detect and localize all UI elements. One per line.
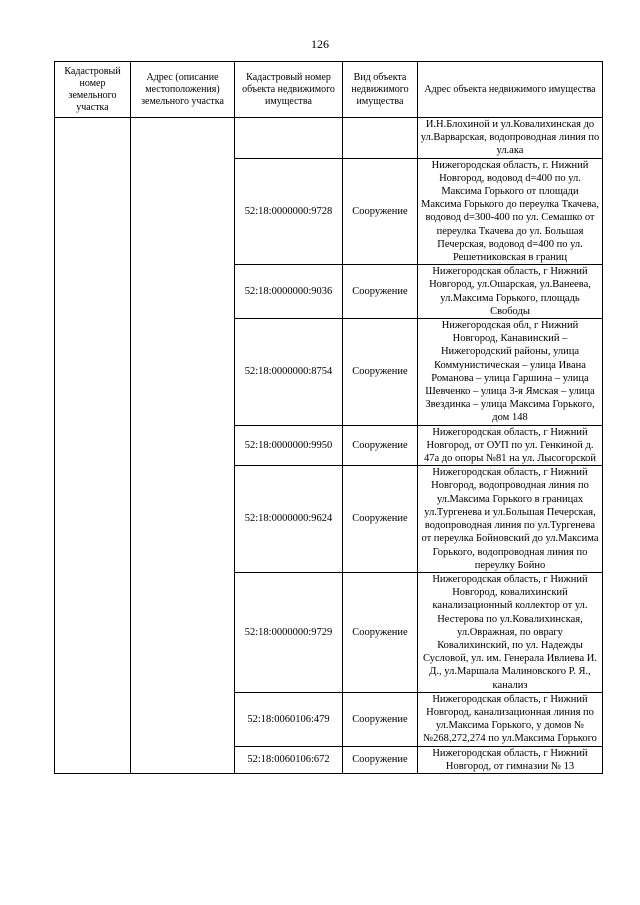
object-address: Нижегородская обл, г Нижний Новгород, Канавинский – Нижегородский районы, улица Коммунистическая – улица Ивана Романова – улица Гаршина – улица Шевченко – улица 3-я Ямская – улица Звездинка – улица Максима Горького, дом 148 <box>418 319 603 426</box>
object-cadastral-number: 52:18:0000000:9036 <box>235 265 343 319</box>
object-kind: Сооружение <box>343 425 418 466</box>
object-cadastral-number: 52:18:0060106:479 <box>235 692 343 746</box>
header-land-address: Адрес (описание местоположения) земельного участка <box>131 62 235 118</box>
object-address: И.Н.Блохиной и ул.Ковалихинская до ул.Варварская, водопроводная линия по ул.ака <box>418 118 603 159</box>
object-address: Нижегородская область, г Нижний Новгород, от ОУП по ул. Генкиной д. 47а до опоры №81 на ул. Лысогорской <box>418 425 603 466</box>
land-cadastral-cell <box>55 118 131 774</box>
object-kind: Сооружение <box>343 572 418 692</box>
page-number: 126 <box>311 37 329 51</box>
object-kind: Сооружение <box>343 746 418 773</box>
table-header-row <box>55 62 603 118</box>
object-address: Нижегородская область, г Нижний Новгород, от гимназии № 13 <box>418 746 603 773</box>
object-address: Нижегородская область, г Нижний Новгород, ковалихинский канализационный коллектор от ул. Нестерова по ул.Ковалихинская, ул.Овражная, по оврагу Ковалихинский, по ул. Надежды Сусловой, ул. им. Генерала Ивлиева И. Д., ул.Маршала Малиновского Р. Я., канализ <box>418 572 603 692</box>
object-cadastral-number: 52:18:0000000:8754 <box>235 319 343 426</box>
object-cadastral-number: 52:18:0000000:9624 <box>235 466 343 573</box>
table-row <box>55 118 603 159</box>
header-object-kind: Вид объекта недвижимого имущества <box>343 62 418 118</box>
header-object-cadastral-number: Кадастровый номер объекта недвижимого имущества <box>235 62 343 118</box>
object-cadastral-number <box>235 118 343 159</box>
object-kind: Сооружение <box>343 466 418 573</box>
object-address: Нижегородская область, г Нижний Новгород, канализационная линия по ул.Максима Горького, у домов №№268,272,274 по ул.Максима Горького <box>418 692 603 746</box>
header-land-cadastral-number: Кадастровый номер земельного участка <box>55 62 131 118</box>
object-kind <box>343 118 418 159</box>
object-cadastral-number: 52:18:0000000:9950 <box>235 425 343 466</box>
land-address-cell <box>131 118 235 774</box>
header-object-address: Адрес объекта недвижимого имущества <box>418 62 603 118</box>
object-kind: Сооружение <box>343 692 418 746</box>
object-address: Нижегородская область, г Нижний Новгород, водопроводная линия по ул.Максима Горького в границах ул.Тургенева и ул.Большая Печерская, водопроводная линия по ул.Тургенева от переулка Бойновский до ул.Максима Горького, водопроводная линия по переулку Бойно <box>418 466 603 573</box>
object-address: Нижегородская область, г Нижний Новгород, ул.Ошарская, ул.Ванеева, ул.Максима Горького, площадь Свободы <box>418 265 603 319</box>
object-cadastral-number: 52:18:0000000:9728 <box>235 158 343 265</box>
registry-table <box>54 61 603 774</box>
object-cadastral-number: 52:18:0000000:9729 <box>235 572 343 692</box>
object-cadastral-number: 52:18:0060106:672 <box>235 746 343 773</box>
object-kind: Сооружение <box>343 319 418 426</box>
object-address: Нижегородская область, г. Нижний Новгород, водовод d=400 по ул. Максима Горького от площади Максима Горького до переулка Ткачева, водовод d=300-400 по ул. Семашко от переулка Ткачева до ул. Большая Печерская, водовод d=400 по ул. Решетниковская в границ <box>418 158 603 265</box>
object-kind: Сооружение <box>343 265 418 319</box>
object-kind: Сооружение <box>343 158 418 265</box>
